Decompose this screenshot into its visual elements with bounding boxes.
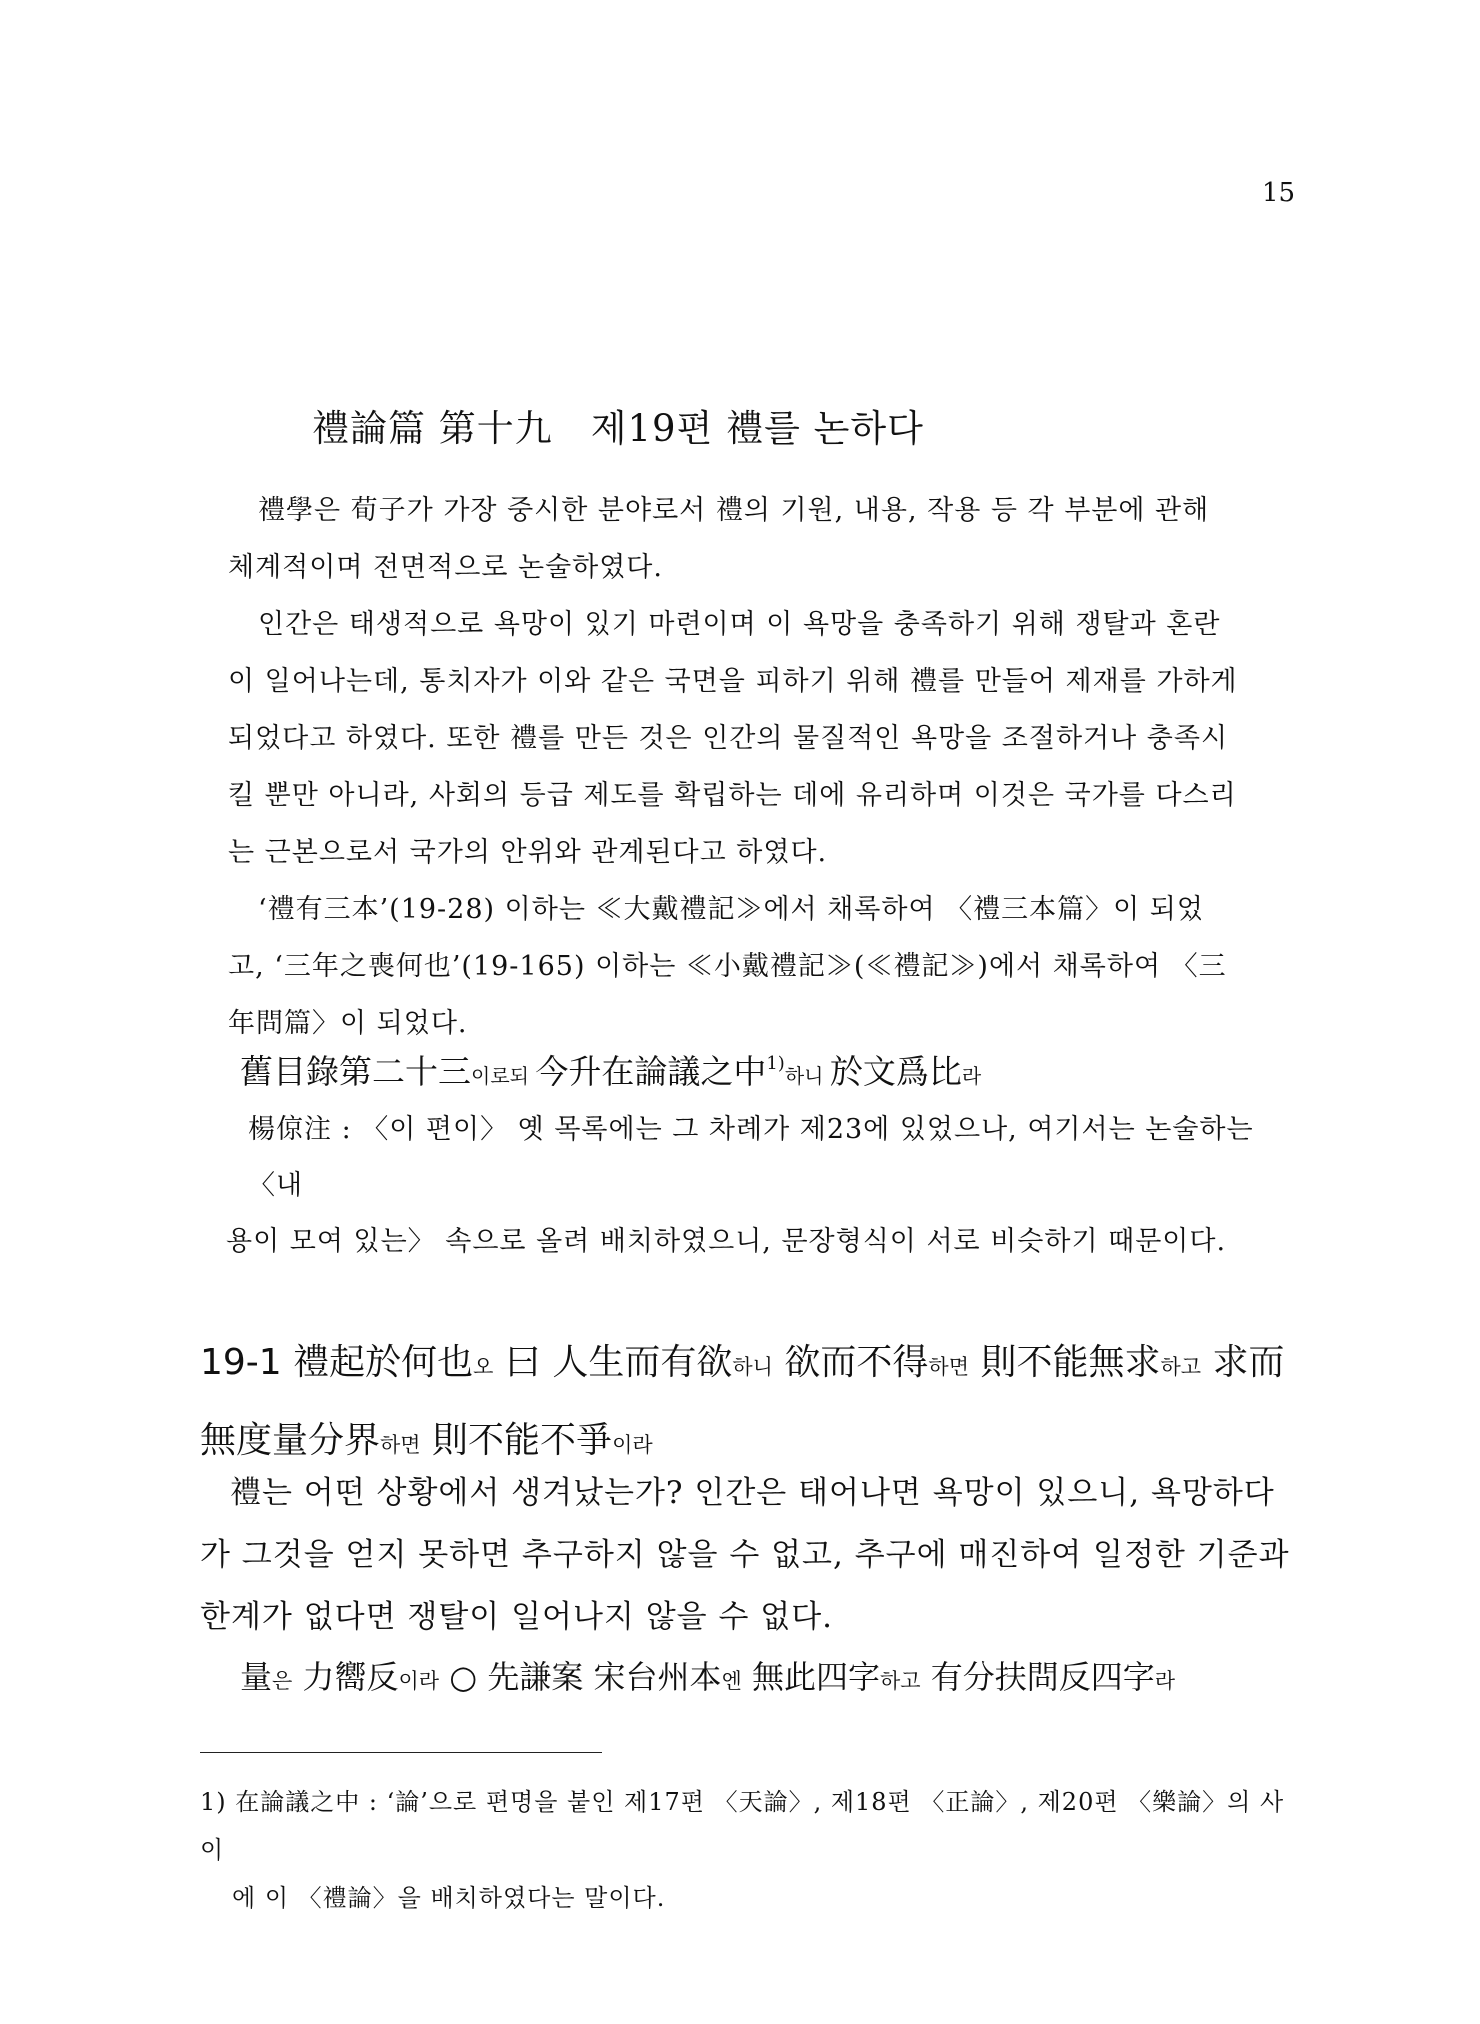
korean-particle: 엔 <box>721 1669 742 1693</box>
section-translation <box>200 1462 1304 1648</box>
classical-text: 無此四字 <box>752 1658 881 1696</box>
classical-text: ○ 先謙案 宋台州本 <box>449 1658 722 1696</box>
section-number: 19-1 <box>200 1342 282 1383</box>
classical-text: 求而無度量分界 <box>200 1342 1285 1461</box>
classical-text: 欲而不得 <box>784 1342 929 1383</box>
korean-particle: 하면 <box>380 1433 421 1457</box>
footnote-line: 1) 在論議之中 : ‘論’으로 편명을 붙인 제17편 〈天論〉, 제18편 〈正論〉, 제20편 〈樂論〉의 사이 <box>200 1788 1285 1864</box>
korean-particle: 은 <box>272 1669 293 1693</box>
intro-paragraph: 인간은 태생적으로 욕망이 있기 마련이며 이 욕망을 충족하기 위해 쟁탈과 혼란이 일어나는데, 통치자가 이와 같은 국면을 피하기 위해 禮를 만들어 제재를 가하게 되었다고 하였다. 또한 禮를 만든 것은 인간의 물질적인 욕망을 조절하거나 충족시킬 뿐만 아니라, 사회의 등급 제도를 확립하는 데에 유리하며 이것은 국가를 다스리는 근본으로서 국가의 안위와 관계된다고 하였다. <box>228 609 1238 868</box>
korean-particle: 이라 <box>612 1433 653 1457</box>
yang-commentary <box>226 1102 1298 1270</box>
classical-text: 曰 人生而有欲 <box>504 1342 733 1383</box>
footnote-divider <box>200 1752 602 1753</box>
korean-particle: 하고 <box>1160 1355 1202 1379</box>
commentary-line: 용이 모여 있는〉 속으로 올려 배치하였으니, 문장형식이 서로 비슷하기 때문이다. <box>226 1226 1227 1257</box>
commentary-line: 楊倞注 : 〈이 편이〉 옛 목록에는 그 차례가 제23에 있었으나, 여기서는 논술하는 〈내 <box>248 1114 1254 1201</box>
classical-text: 禮起於何也 <box>293 1342 474 1383</box>
korean-particle: 이라 <box>398 1669 440 1693</box>
korean-particle: 하니 <box>732 1355 773 1379</box>
classical-text: 則不能無求 <box>980 1342 1161 1383</box>
korean-particle: 라 <box>1154 1669 1176 1693</box>
translation-paragraph: 禮는 어떤 상황에서 생겨났는가? 인간은 태어나면 욕망이 있으니, 욕망하다가 그것을 얻지 못하면 추구하지 않을 수 없고, 추구에 매진하여 일정한 기준과 한계가 없다면 쟁탈이 일어나지 않을 수 없다. <box>200 1475 1290 1635</box>
chapter-introduction <box>228 482 1240 1052</box>
footnote-line: 에 이 〈禮論〉을 배치하였다는 말이다. <box>232 1884 666 1912</box>
page-number: 15 <box>1262 178 1296 208</box>
section-original-text <box>200 1326 1300 1482</box>
intro-paragraph: 禮學은 荀子가 가장 중시한 분야로서 禮의 기원, 내용, 작용 등 각 부분에 관해 체계적이며 전면적으로 논술하였다. <box>228 495 1210 583</box>
classical-text: 今升在論議之中 <box>535 1052 767 1091</box>
classical-text: 則不能不爭 <box>432 1420 613 1461</box>
classical-text: 於文爲比 <box>829 1052 962 1091</box>
korean-particle: 하고 <box>880 1669 921 1693</box>
footnote <box>200 1778 1300 1922</box>
classical-text: 舊目錄第二十三 <box>240 1052 471 1091</box>
korean-particle: 하니 <box>784 1064 830 1088</box>
old-catalog-text <box>240 1046 981 1093</box>
footnote-marker[interactable]: 1) <box>766 1053 785 1074</box>
classical-text: 量 <box>240 1658 273 1696</box>
korean-particle: 이로되 <box>471 1064 536 1088</box>
korean-particle: 오 <box>473 1355 494 1379</box>
classical-text: 有分扶問反四字 <box>930 1658 1155 1696</box>
classical-text: 力嚮反 <box>302 1658 399 1696</box>
korean-particle: 라 <box>961 1064 982 1088</box>
korean-particle: 하면 <box>928 1355 969 1379</box>
intro-paragraph: ‘禮有三本’(19-28) 이하는 ≪大戴禮記≫에서 채록하여 〈禮三本篇〉이 되었고, ‘三年之喪何也’(19-165) 이하는 ≪小戴禮記≫(≪禮記≫)에서 채록하여 〈三年問篇〉이 되었다. <box>228 894 1227 1039</box>
chapter-title: 禮論篇 第十九 제19편 禮를 논하다 <box>312 407 924 450</box>
pronunciation-note <box>240 1652 1175 1698</box>
